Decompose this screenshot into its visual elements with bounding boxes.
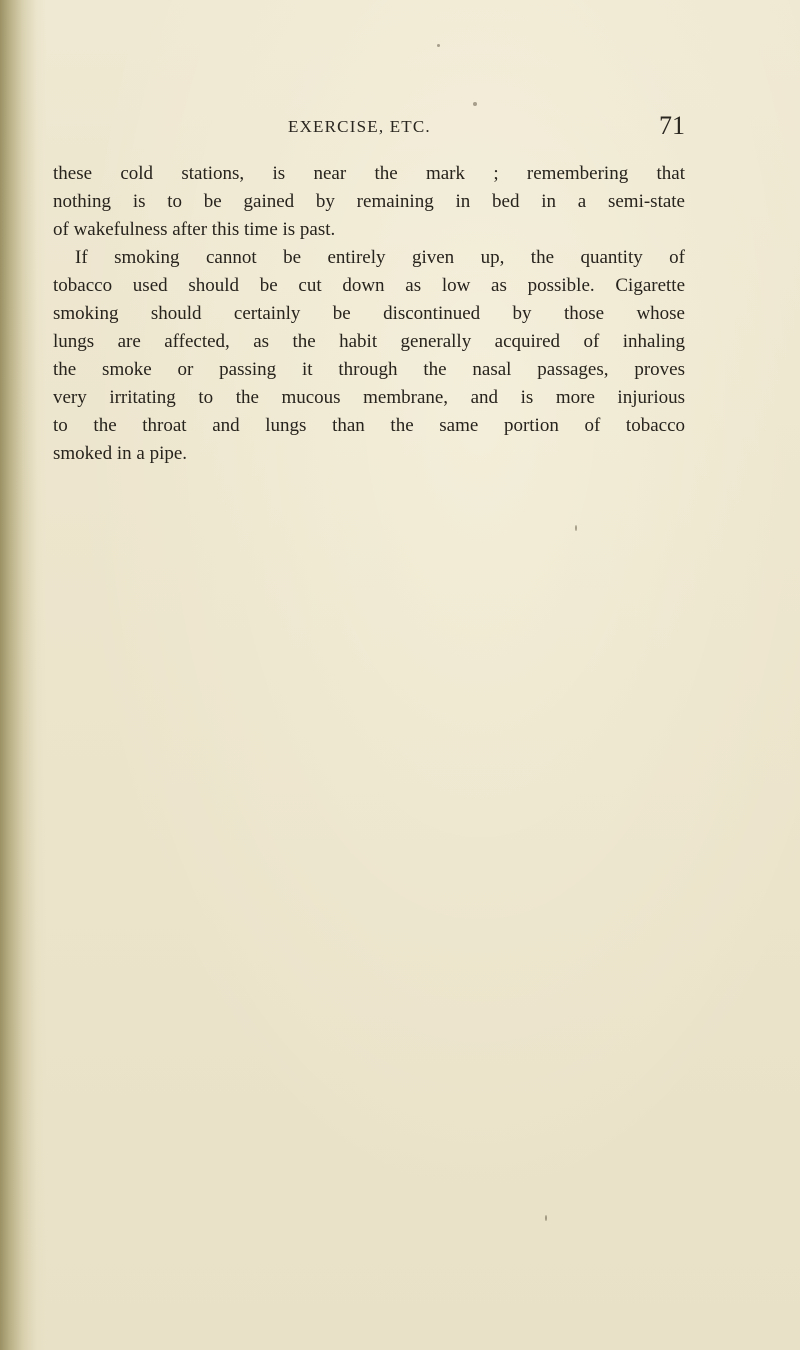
text-line: tobacco used should be cut down as low as possible. Cigarette — [53, 275, 685, 296]
text-line: nothing is to be gained by remaining in bed in a semi-state — [53, 191, 685, 212]
text-line: to the throat and lungs than the same portion of tobacco — [53, 415, 685, 436]
text-line: of wakefulness after this time is past. — [53, 219, 336, 240]
text-line: very irritating to the mucous membrane, and is more injurious — [53, 387, 685, 408]
page-number: 71 — [659, 111, 685, 140]
text-line: the smoke or passing it through the nasal passages, proves — [53, 359, 685, 380]
text-line: If smoking cannot be entirely given up, the quantity of — [75, 247, 685, 268]
body-text — [53, 160, 685, 468]
paper-speck — [545, 1215, 547, 1221]
text-line: lungs are affected, as the habit generally acquired of inhaling — [53, 331, 685, 352]
text-line: smoked in a pipe. — [53, 443, 188, 464]
running-head — [40, 111, 685, 141]
paper-speck — [437, 44, 440, 47]
binding-shadow — [0, 0, 46, 1350]
paper-speck — [473, 102, 477, 106]
text-line: these cold stations, is near the mark ; remembering that — [53, 163, 685, 184]
running-head-title: EXERCISE, ETC. — [288, 117, 431, 136]
paper-speck — [575, 525, 577, 531]
text-line: smoking should certainly be discontinued by those whose — [53, 303, 685, 324]
